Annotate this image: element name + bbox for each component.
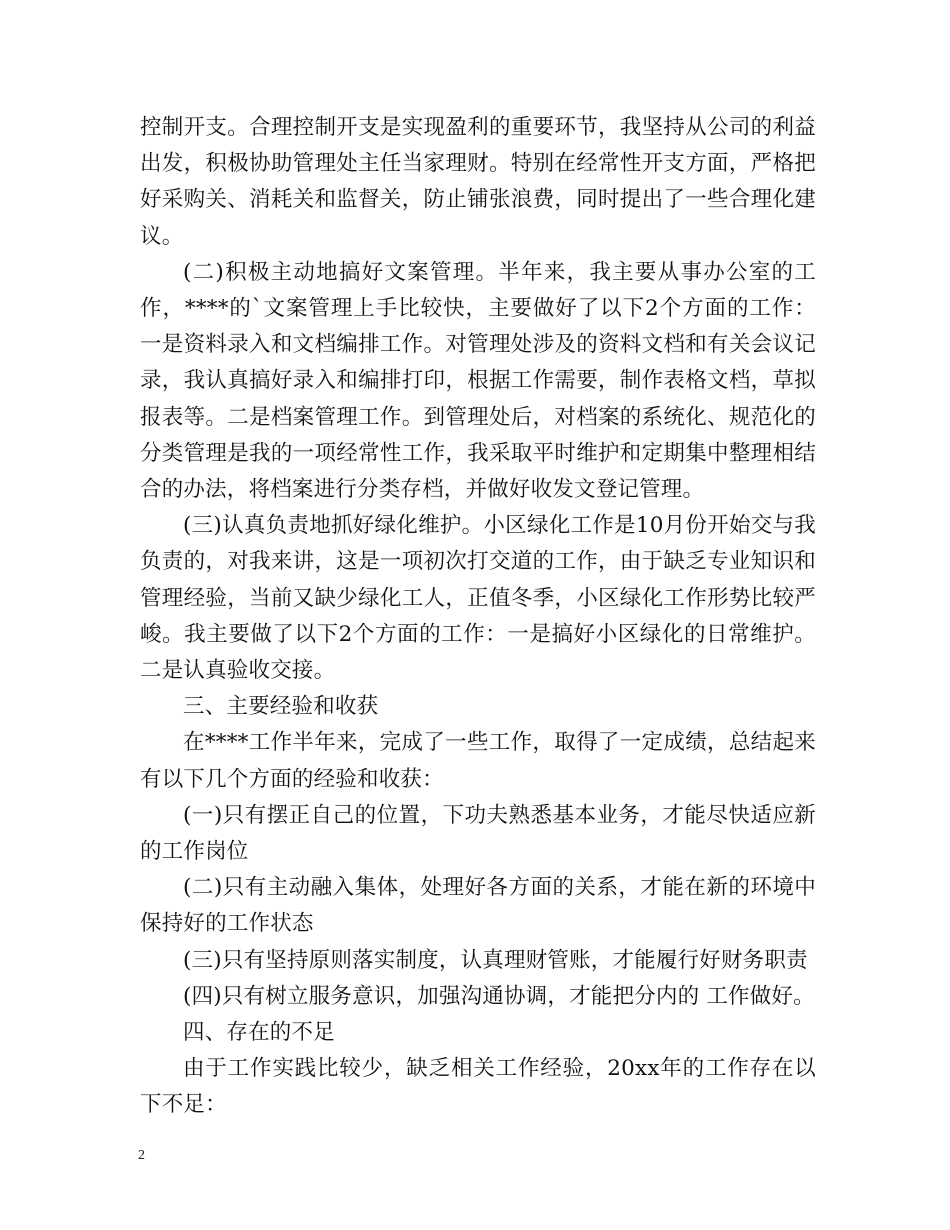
- list-item-experience-1: (一)只有摆正自己的位置，下功夫熟悉基本业务，才能尽快适应新的工作岗位: [140, 802, 816, 865]
- document-body: [140, 110, 816, 1124]
- paragraph-control-expenses: 控制开支。合理控制开支是实现盈利的重要环节，我坚持从公司的利益出发，积极协助管理处主任当家理财。特别在经常性开支方面，严格把好采购关、消耗关和监督关，防止铺张浪费，同时提出了一些合理化建议。: [140, 115, 816, 249]
- list-item-experience-4: (四)只有树立服务意识，加强沟通协调，才能把分内的 工作做好。: [183, 983, 815, 1009]
- list-item-experience-2: (二)只有主动融入集体，处理好各方面的关系，才能在新的环境中保持好的工作状态: [140, 875, 816, 937]
- section-heading-experience: 三、主要经验和收获: [183, 694, 379, 720]
- page-number: 2: [138, 1148, 145, 1163]
- paragraph-shortcomings-intro: 由于工作实践比较少，缺乏相关工作经验，20xx年的工作存在以下不足：: [140, 1056, 816, 1118]
- list-item-experience-3: (三)只有坚持原则落实制度，认真理财管账，才能履行好财务职责: [183, 947, 808, 973]
- paragraph-document-management: (二)积极主动地搞好文案管理。半年来，我主要从事办公室的工作，****的`文案管理上手比较快，主要做好了以下2个方面的工作：一是资料录入和文档编排工作。对管理处涉及的资料文档和有关会议记录，我认真搞好录入和编排打印，根据工作需要，制作表格文档，草拟报表等。二是档案管理工作。到管理处后，对档案的系统化、规范化的分类管理是我的一项经常性工作，我采取平时维护和定期集中整理相结合的办法，将档案进行分类存档，并做好收发文登记管理。: [140, 259, 816, 503]
- paragraph-greening-maintenance: (三)认真负责地抓好绿化维护。小区绿化工作是10月份开始交与我负责的，对我来讲，这是一项初次打交道的工作，由于缺乏专业知识和管理经验，当前又缺少绿化工人，正值冬季，小区绿化工作形势比较严峻。我主要做了以下2个方面的工作：一是搞好小区绿化的日常维护。二是认真验收交接。: [140, 513, 816, 684]
- section-heading-shortcomings: 四、存在的不足: [183, 1020, 335, 1046]
- paragraph-experience-intro: 在****工作半年来，完成了一些工作，取得了一定成绩，总结起来有以下几个方面的经验和收获：: [140, 730, 816, 792]
